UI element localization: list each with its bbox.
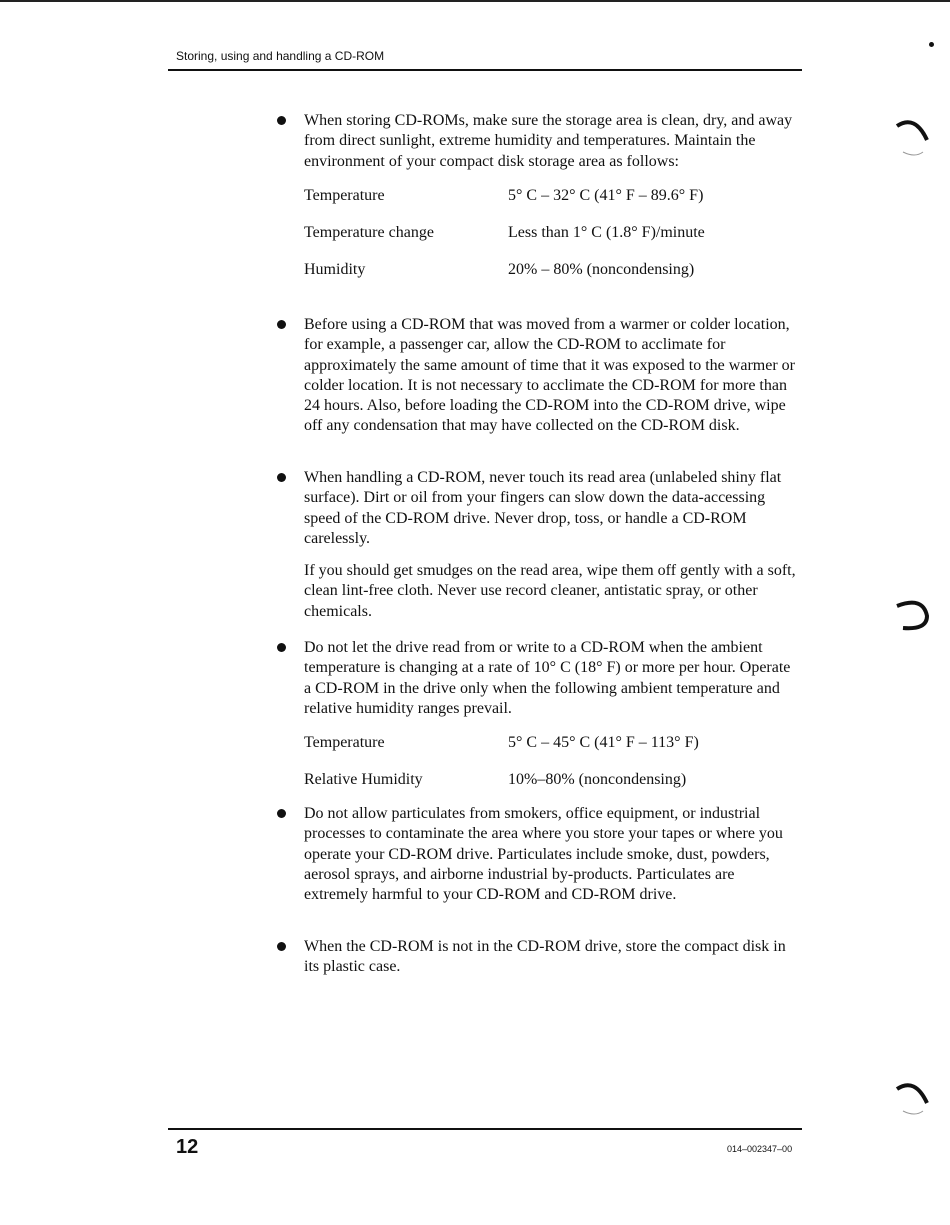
table-row (304, 186, 796, 223)
paragraph: Do not let the drive read from or write to a CD-ROM when the ambient temperature is changing at a rate of 10° C (18° F) or more per hour. Operate a CD-ROM in the drive only when the following ambient temperature and relative humidity ranges prevail. (304, 639, 791, 717)
bullet-icon (277, 809, 286, 818)
paragraph: When handling a CD-ROM, never touch its read area (unlabeled shiny flat surface). Dirt or oil from your fingers can slow down the data-accessing speed of the CD-ROM drive. Never drop, toss, or handle a CD-ROM carelessly. (304, 469, 782, 547)
binder-hole-mark (893, 112, 933, 162)
storage-environment-table (304, 186, 796, 297)
table-row (304, 733, 796, 770)
operating-environment-table (304, 733, 796, 807)
table-cell-label: Temperature (304, 186, 385, 204)
bullet-icon (277, 942, 286, 951)
binder-hole-mark (893, 598, 933, 638)
paragraph: When storing CD-ROMs, make sure the storage area is clean, dry, and away from direct sunlight, extreme humidity and temperatures. Maintain the environment of your compact disk storage area as follows: (304, 112, 793, 170)
bullet-item-storage (304, 111, 796, 297)
bullet-item-particulates (304, 804, 796, 905)
scan-speck (929, 42, 934, 47)
table-cell-value: 5° C – 45° C (41° F – 113° F) (508, 734, 699, 752)
table-cell-value: 10%–80% (noncondensing) (508, 771, 687, 789)
table-row (304, 260, 796, 297)
binder-hole-mark (893, 1075, 933, 1125)
bullet-item-operating (304, 638, 796, 807)
bullet-item-storage-case (304, 937, 796, 978)
table-cell-value: Less than 1° C (1.8° F)/minute (508, 223, 705, 241)
table-cell-value: 5° C – 32° C (41° F – 89.6° F) (508, 186, 704, 204)
paragraph: When the CD-ROM is not in the CD-ROM drive, store the compact disk in its plastic case. (304, 938, 786, 976)
table-cell-label: Humidity (304, 260, 366, 278)
paragraph: Do not allow particulates from smokers, office equipment, or industrial processes to contaminate the area where you store your tapes or where you operate your CD-ROM drive. Particulates include smoke, dust, powders, aerosol sprays, and airborne industrial by-products. Particulates are extremely harmful to your CD-ROM and CD-ROM drive. (304, 805, 783, 904)
paragraph: Before using a CD-ROM that was moved from a warmer or colder location, for example, a passenger car, allow the CD-ROM to acclimate for approximately the same amount of time that it was exposed to the warmer or colder location. It is not necessary to acclimate the CD-ROM for more than 24 hours. Also, before loading the CD-ROM into the CD-ROM drive, wipe off any condensation that may have collected on the CD-ROM disk. (304, 316, 795, 435)
table-cell-label: Relative Humidity (304, 771, 423, 789)
footer-rule (168, 1128, 802, 1130)
bullet-icon (277, 473, 286, 482)
bullet-item-handling (304, 468, 796, 622)
table-row (304, 770, 796, 807)
bullet-icon (277, 320, 286, 329)
running-header: Storing, using and handling a CD-ROM (176, 49, 385, 63)
top-border-line (0, 0, 950, 2)
bullet-icon (277, 643, 286, 652)
table-cell-value: 20% – 80% (noncondensing) (508, 260, 695, 278)
table-row (304, 223, 796, 260)
document-number: 014–002347–00 (727, 1144, 793, 1154)
header-rule (168, 69, 802, 71)
bullet-icon (277, 116, 286, 125)
table-cell-label: Temperature (304, 734, 385, 752)
paragraph: If you should get smudges on the read area, wipe them off gently with a soft, clean lint-free cloth. Never use record cleaner, antistatic spray, or other chemicals. (304, 562, 796, 620)
table-cell-label: Temperature change (304, 223, 434, 241)
bullet-item-acclimate (304, 315, 796, 437)
page-number: 12 (176, 1136, 199, 1158)
